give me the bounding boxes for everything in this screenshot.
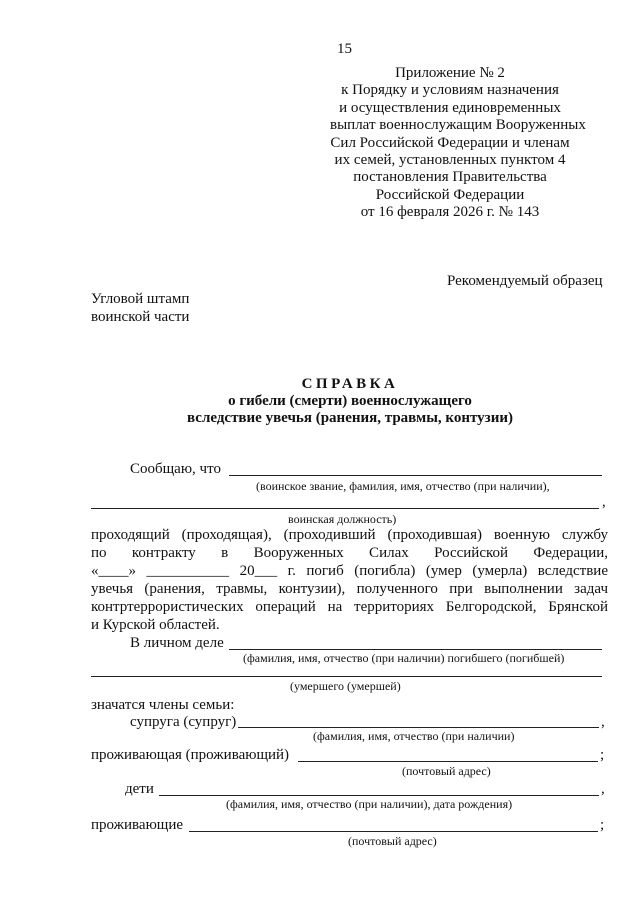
- annex-line: их семей, установленных пунктом 4: [334, 152, 566, 169]
- paragraph-line: по контракту в Вооруженных Силах Российской Федерации,: [91, 545, 608, 561]
- report-label: Сообщаю, что: [130, 461, 221, 477]
- title-main: СПРАВКА: [301, 376, 399, 392]
- address-field-2[interactable]: [189, 831, 598, 832]
- semicolon: ;: [600, 747, 605, 763]
- page-number: 15: [337, 41, 352, 57]
- caption-spouse: (фамилия, имя, отчество (при наличии): [313, 729, 515, 743]
- paragraph-line: контртеррористических операций на территориях Белгородской, Брянской: [91, 599, 608, 615]
- caption-deceased-2: (умершего (умершей): [290, 679, 401, 693]
- title-line: о гибели (смерти) военнослужащего: [228, 393, 472, 409]
- deceased-name-field-2[interactable]: [91, 676, 602, 677]
- annex-line: от 16 февраля 2026 г. № 143: [360, 204, 540, 221]
- annex-line: Сил Российской Федерации и членам: [330, 134, 570, 151]
- caption-children: (фамилия, имя, отчество (при наличии), дата рождения): [226, 797, 513, 811]
- comma: ,: [602, 494, 606, 510]
- residing-plural-label: проживающие: [91, 817, 184, 833]
- position-field[interactable]: [91, 508, 599, 509]
- paragraph-line: и Курской областей.: [91, 617, 220, 633]
- family-label: значатся члены семьи:: [91, 697, 235, 713]
- address-field[interactable]: [298, 761, 598, 762]
- annex-line: выплат военнослужащим Вооруженных: [330, 117, 586, 134]
- spouse-field[interactable]: [238, 727, 599, 728]
- document-title: [90, 376, 610, 427]
- children-field[interactable]: [159, 795, 599, 796]
- caption-address: (почтовый адрес): [402, 764, 491, 778]
- caption-position: воинская должность): [288, 512, 397, 526]
- annex-line: Приложение № 2: [395, 65, 505, 81]
- annex-line: к Порядку и условиям назначения: [341, 82, 559, 99]
- paragraph-line: проходящий (проходящая), (проходивший (проходившая) военную службу: [91, 527, 608, 543]
- rank-name-field[interactable]: [229, 475, 602, 476]
- annex-line: постановления Правительства: [353, 169, 547, 186]
- annex-block: [330, 65, 586, 222]
- children-label: дети: [125, 781, 154, 797]
- comma: ,: [601, 714, 605, 730]
- corner-stamp-line: Угловой штамп: [91, 291, 190, 307]
- annex-line: Российской Федерации: [375, 186, 525, 203]
- personal-file-label: В личном деле: [130, 635, 224, 651]
- annex-line: и осуществления единовременных: [339, 99, 561, 116]
- title-line: вследствие увечья (ранения, травмы, контузии): [187, 410, 513, 426]
- recommended-sample-label: Рекомендуемый образец: [447, 273, 603, 289]
- residing-label: проживающая (проживающий): [91, 747, 290, 763]
- caption-deceased: (фамилия, имя, отчество (при наличии) погибшего (погибшей): [243, 651, 565, 665]
- semicolon: ;: [600, 817, 605, 833]
- deceased-name-field[interactable]: [229, 649, 602, 650]
- spouse-label: супруга (супруг): [130, 714, 237, 730]
- caption-address-2: (почтовый адрес): [348, 834, 437, 848]
- corner-stamp: [91, 290, 189, 326]
- comma: ,: [601, 781, 605, 797]
- paragraph-line: увечья (ранения, травмы, контузии), полученного при выполнении задач: [91, 581, 608, 597]
- paragraph-line: «____» ___________ 20___ г. погиб (погибла) (умер (умерла) вследствие: [91, 563, 608, 579]
- corner-stamp-line: воинской части: [91, 309, 190, 325]
- caption-rank-name: (воинское звание, фамилия, имя, отчество (при наличии),: [256, 479, 550, 493]
